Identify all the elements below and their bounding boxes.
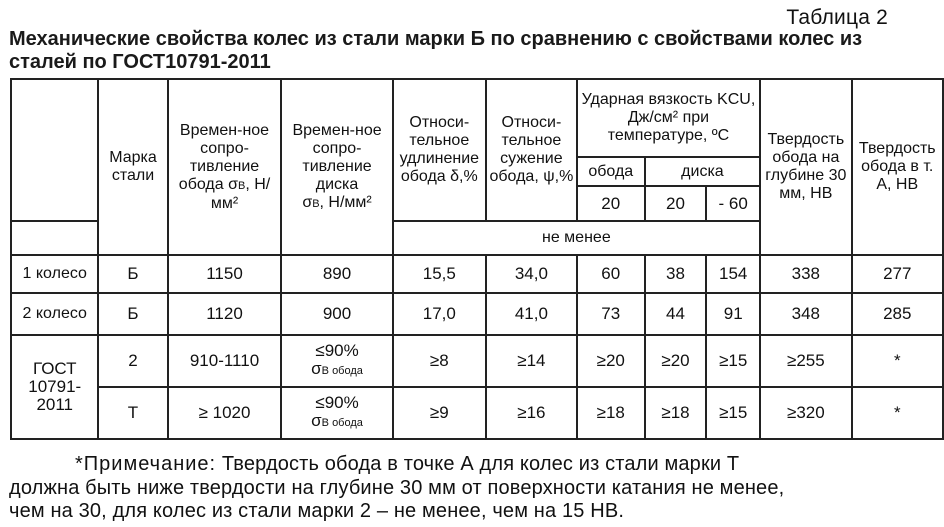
row-name-header-bottom bbox=[11, 221, 98, 255]
cell-grade: Б bbox=[98, 293, 167, 335]
footnote-label: *Примечание: bbox=[75, 453, 217, 475]
header-temp-rim: 20 bbox=[577, 186, 645, 221]
cell-kcu-disk-20: ≥20 bbox=[645, 335, 707, 387]
footnote-line-1: Твердость обода в точке А для колес из стали марки Т bbox=[216, 453, 740, 475]
cell-kcu-disk-minus60: ≥15 bbox=[706, 335, 760, 387]
cell-kcu-rim: 60 bbox=[577, 255, 645, 293]
header-reduction: Относи-тельное сужение обода, ψ,% bbox=[486, 79, 577, 221]
header-not-less: не менее bbox=[393, 221, 761, 255]
cell-tensile-rim: 1150 bbox=[168, 255, 282, 293]
cell-elongation: 17,0 bbox=[393, 293, 486, 335]
table-row bbox=[11, 293, 943, 335]
cell-elongation: 15,5 bbox=[393, 255, 486, 293]
cell-tensile-disk: ≤90% σВ обода bbox=[281, 387, 392, 439]
cell-kcu-rim: ≥18 bbox=[577, 387, 645, 439]
cell-hardness-depth: ≥255 bbox=[760, 335, 851, 387]
header-temp-disk-minus60: - 60 bbox=[706, 186, 760, 221]
row-name-header bbox=[11, 79, 98, 221]
cell-tensile-rim: 910-1110 bbox=[168, 335, 282, 387]
cell-reduction: 41,0 bbox=[486, 293, 577, 335]
cell-tensile-disk: 900 bbox=[281, 293, 392, 335]
table-row bbox=[11, 335, 943, 387]
cell-hardness-point-a: * bbox=[852, 387, 943, 439]
cell-hardness-point-a: * bbox=[852, 335, 943, 387]
header-impact-disk: диска bbox=[645, 157, 760, 186]
cell-kcu-disk-minus60: 91 bbox=[706, 293, 760, 335]
cell-tensile-disk: ≤90% σВ обода bbox=[281, 335, 392, 387]
header-impact-rim: обода bbox=[577, 157, 645, 186]
table-footnote bbox=[9, 453, 939, 524]
cell-grade: Т bbox=[98, 387, 167, 439]
cell-tensile-disk: 890 bbox=[281, 255, 392, 293]
cell-hardness-depth: 348 bbox=[760, 293, 851, 335]
cell-kcu-disk-minus60: ≥15 bbox=[706, 387, 760, 439]
cell-tensile-rim: ≥ 1020 bbox=[168, 387, 282, 439]
footnote-line-2: должна быть ниже твердости на глубине 30 мм от поверхности катания не менее, bbox=[9, 476, 785, 499]
footnote-line-3: чем на 30, для колес из стали марки 2 – не менее, чем на 15 НВ. bbox=[9, 500, 625, 522]
cell-kcu-rim: 73 bbox=[577, 293, 645, 335]
cell-kcu-disk-minus60: 154 bbox=[706, 255, 760, 293]
cell-hardness-point-a: 285 bbox=[852, 293, 943, 335]
table-row bbox=[11, 387, 943, 439]
header-steel-grade: Марка стали bbox=[98, 79, 167, 255]
cell-tensile-rim: 1120 bbox=[168, 293, 282, 335]
row-name: 1 колесо bbox=[11, 255, 98, 293]
table-caption: Механические свойства колес из стали марки Б по сравнению с свойствами колес из сталей по ГОСТ10791-2011 bbox=[9, 28, 863, 73]
cell-reduction: ≥14 bbox=[486, 335, 577, 387]
header-tensile-disk: Времен-ное сопро-тивление диска σВ, Н/мм² bbox=[281, 79, 392, 255]
cell-kcu-rim: ≥20 bbox=[577, 335, 645, 387]
gost-standard-name: ГОСТ 10791-2011 bbox=[11, 335, 98, 439]
cell-reduction: ≥16 bbox=[486, 387, 577, 439]
header-tensile-rim: Времен-ное сопро-тивление обода σВ, Н/мм² bbox=[168, 79, 282, 255]
header-hardness-point-a: Твердость обода в т. А, НВ bbox=[852, 79, 943, 255]
cell-kcu-disk-20: ≥18 bbox=[645, 387, 707, 439]
header-impact-strength: Ударная вязкость KCU, Дж/см² при температуре, ºС bbox=[577, 79, 760, 157]
header-elongation: Относи-тельное удлинение обода δ,% bbox=[393, 79, 486, 221]
row-name: 2 колесо bbox=[11, 293, 98, 335]
cell-elongation: ≥8 bbox=[393, 335, 486, 387]
cell-kcu-disk-20: 44 bbox=[645, 293, 707, 335]
cell-grade: 2 bbox=[98, 335, 167, 387]
cell-hardness-depth: 338 bbox=[760, 255, 851, 293]
cell-hardness-depth: ≥320 bbox=[760, 387, 851, 439]
table-row bbox=[11, 255, 943, 293]
table-number: Таблица 2 bbox=[786, 6, 888, 29]
cell-grade: Б bbox=[98, 255, 167, 293]
cell-elongation: ≥9 bbox=[393, 387, 486, 439]
cell-kcu-disk-20: 38 bbox=[645, 255, 707, 293]
header-temp-disk-20: 20 bbox=[645, 186, 707, 221]
cell-reduction: 34,0 bbox=[486, 255, 577, 293]
cell-hardness-point-a: 277 bbox=[852, 255, 943, 293]
header-hardness-depth: Твердость обода на глубине 30 мм, НВ bbox=[760, 79, 851, 255]
properties-table bbox=[10, 78, 944, 440]
